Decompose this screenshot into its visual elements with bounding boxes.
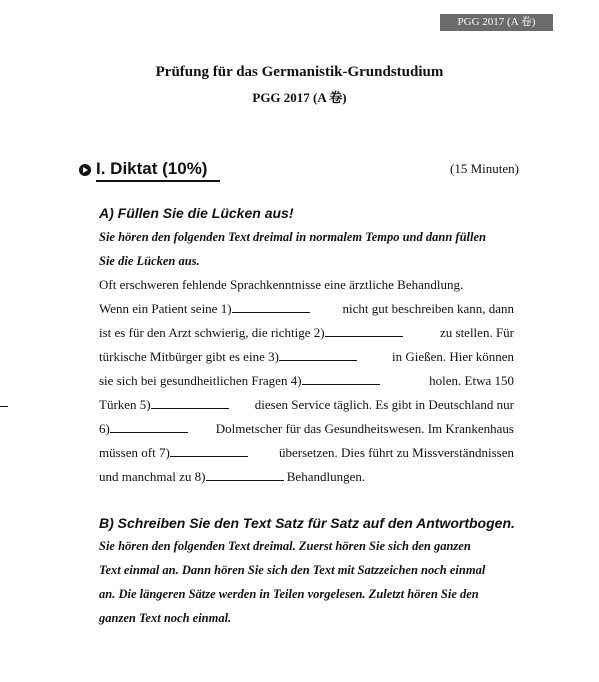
text-line-5 bbox=[99, 369, 514, 393]
part-a bbox=[99, 203, 514, 489]
blank-4[interactable] bbox=[302, 372, 380, 385]
text-line-3 bbox=[99, 321, 514, 345]
text-line-9-start: und manchmal zu 8) bbox=[99, 469, 206, 484]
text-line-7-start: 6) bbox=[99, 421, 110, 436]
section-time: (15 Minuten) bbox=[450, 161, 519, 176]
section-title: I. Diktat (10%) bbox=[96, 159, 208, 178]
part-b-instruction bbox=[99, 534, 514, 630]
text-line-2-end: nicht gut beschreiben kann, dann bbox=[342, 301, 514, 316]
text-line-5-end: holen. Etwa 150 bbox=[429, 373, 514, 388]
text-line-9 bbox=[99, 465, 514, 489]
part-a-heading: A) Füllen Sie die Lücken aus! bbox=[99, 205, 294, 221]
part-b-instruction-line1: Sie hören den folgenden Text dreimal. Zuerst hören Sie sich den ganzen bbox=[99, 539, 471, 553]
blank-3[interactable] bbox=[279, 348, 357, 361]
text-line-3-start: ist es für den Arzt schwierig, die richtige 2) bbox=[99, 325, 325, 340]
blank-8[interactable] bbox=[206, 468, 284, 481]
part-b-instruction-line4: ganzen Text noch einmal. bbox=[99, 611, 232, 625]
part-a-instruction-line1: Sie hören den folgenden Text dreimal in normalem Tempo und dann füllen bbox=[99, 230, 486, 244]
blank-7[interactable] bbox=[170, 444, 248, 457]
blank-6[interactable] bbox=[110, 420, 188, 433]
document-subtitle: PGG 2017 (A 卷) bbox=[252, 90, 347, 105]
part-a-instruction-line2: Sie die Lücken aus. bbox=[99, 254, 200, 268]
text-line-1 bbox=[99, 273, 514, 297]
text-line-6-end: diesen Service täglich. Es gibt in Deutschland nur bbox=[254, 397, 514, 412]
part-b-heading: B) Schreiben Sie den Text Satz für Satz auf den Antwortbogen. bbox=[99, 515, 515, 531]
part-a-instruction bbox=[99, 225, 514, 273]
blank-2[interactable] bbox=[325, 324, 403, 337]
text-line-8 bbox=[99, 441, 514, 465]
blank-5[interactable] bbox=[151, 396, 229, 409]
text-line-4-start: türkische Mitbürger gibt es eine 3) bbox=[99, 349, 279, 364]
section-title-underline bbox=[96, 180, 220, 182]
text-line-4 bbox=[99, 345, 514, 369]
text-line-7-end: Dolmetscher für das Gesundheitswesen. Im Krankenhaus bbox=[215, 421, 514, 436]
text-line-8-end: übersetzen. Dies führt zu Missverständnissen bbox=[278, 445, 514, 460]
play-bullet-icon bbox=[79, 164, 91, 176]
margin-mark bbox=[0, 406, 8, 407]
text-line-5-start: sie sich bei gesundheitlichen Fragen 4) bbox=[99, 373, 302, 388]
text-line-6 bbox=[99, 393, 514, 417]
text-line-7 bbox=[99, 417, 514, 441]
text-line-4-end: in Gießen. Hier können bbox=[391, 349, 514, 364]
text-line-1-content: Oft erschweren fehlende Sprachkenntnisse eine ärztliche Behandlung. bbox=[99, 277, 464, 292]
text-line-6-start: Türken 5) bbox=[99, 397, 151, 412]
text-line-9-end: Behandlungen. bbox=[286, 469, 366, 484]
exam-header-tag: PGG 2017 (A 卷) bbox=[440, 14, 553, 31]
text-line-8-start: müssen oft 7) bbox=[99, 445, 170, 460]
section-diktat-header bbox=[79, 158, 519, 182]
part-a-text bbox=[99, 273, 514, 489]
blank-1[interactable] bbox=[232, 300, 310, 313]
text-line-2-start: Wenn ein Patient seine 1) bbox=[99, 301, 232, 316]
part-b-instruction-line2: Text einmal an. Dann hören Sie sich den Text mit Satzzeichen noch einmal bbox=[99, 563, 486, 577]
text-line-3-end: zu stellen. Für bbox=[439, 325, 514, 340]
part-b-instruction-line3: an. Die längeren Sätze werden in Teilen vorgelesen. Zuletzt hören Sie den bbox=[99, 587, 479, 601]
part-b bbox=[99, 513, 514, 630]
text-line-2 bbox=[99, 297, 514, 321]
document-title: Prüfung für das Germanistik-Grundstudium bbox=[155, 64, 444, 80]
